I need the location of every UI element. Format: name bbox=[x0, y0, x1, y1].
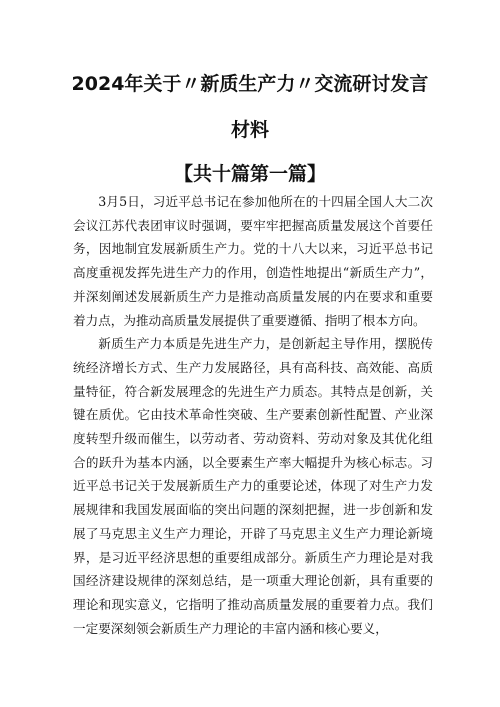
paragraph: 新质生产力本质是先进生产力，是创新起主导作用，摆脱传统经济增长方式、生产力发展路径，具有高科技、高效能、高质量特征，符合新发展理念的先进生产力质态。其特点是创新，关键在质优。它由技术革命性突破、生产要素创新性配置、产业深度转型升级而催生，以劳动者、劳动资料、劳动对象及其优化组合的跃升为基本内涵，以全要素生产率大幅提升为核心标志。习近平总书记关于发展新质生产力的重要论述，体现了对生产力发展规律和我国发展面临的突出问题的深刻把握，进一步创新和发展了马克思主义生产力理论，开辟了马克思主义生产力理论新境界，是习近平经济思想的重要组成部分。新质生产力理论是对我国经济建设规律的深刻总结，是一项重大理论创新，具有重要的理论和现实意义，它指明了推动高质量发展的重要着力点。我们一定要深刻领会新质生产力理论的丰富内涵和核心要义， bbox=[73, 336, 433, 636]
paragraph: 3月5日，习近平总书记在参加他所在的十四届全国人大二次会议江苏代表团审议时强调，要牢牢把握高质量发展这个首要任务，因地制宜发展新质生产力。党的十八大以来，习近平总书记高度重视发挥先进生产力的作用，创造性地提出“新质生产力”，并深刻阐述发展新质生产力是推动高质量发展的内在要求和重要着力点，为推动高质量发展提供了重要遵循、指明了根本方向。 bbox=[73, 194, 433, 328]
document-subtitle: 【共十篇第一篇】 bbox=[173, 163, 326, 185]
document-body bbox=[73, 190, 433, 640]
document-title-line-2: 材料 bbox=[230, 119, 269, 141]
document-title-line-1: 2024年关于〃新质生产力〃交流研讨发言 bbox=[71, 73, 429, 95]
